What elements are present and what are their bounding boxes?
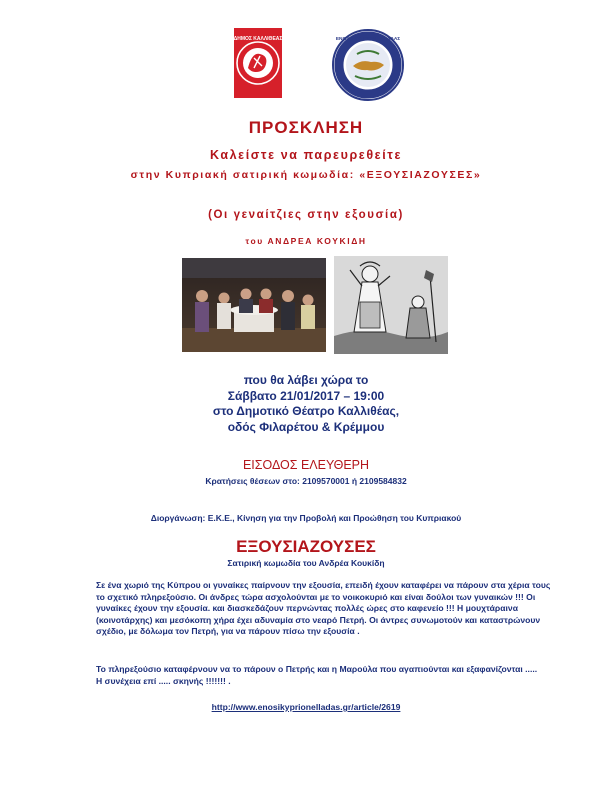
free-entry: ΕΙΣΟΔΟΣ ΕΛΕΥΘΕΡΗ	[242, 458, 370, 472]
municipality-logo-text: ΔΗΜΟΣ ΚΑΛΛΙΘΕΑΣ	[234, 36, 282, 42]
plot-teaser-line: Η συνέχεια επί ..... σκηνής !!!!!!! .	[96, 675, 231, 686]
comedy-line: στην Κυπριακή σατιρική κωμωδία: «ΕΞΟΥΣΙΑΖΟΥΣΕΣ»	[130, 169, 482, 181]
plot-ending-line: Το πληρεξούσιο καταφέρνουν να το πάρουν ο Πετρής και η Μαρούλα που αγαπιούνται και εξαφανίζονται .....	[96, 664, 538, 674]
venue-address: οδός Φιλαρέτου & Κρέμμου	[227, 420, 385, 434]
article-link[interactable]: http://www.enosikyprionelladas.gr/article/2619	[211, 702, 401, 712]
play-title: ΕΞΟΥΣΙΑΖΟΥΣΕΣ	[236, 537, 376, 556]
author-line: του ΑΝΔΡΕΑ ΚΟΥΚΙΔΗ	[245, 236, 367, 246]
venue-name: στο Δημοτικό Θέατρο Καλλιθέας,	[212, 404, 400, 418]
union-logo-text: ΕΝΩΣΗ ΚΥΠΡΙΩΝ ΕΛΛΑΔΑΣ	[335, 37, 401, 42]
invite-line: Καλείστε να παρευρεθείτε	[209, 148, 402, 162]
plot-paragraph: Σε ένα χωριό της Κύπρου οι γυναίκες παίρνουν την εξουσία, επειδή έχουν καταφέρει να πάρουν στα χέρια τους το σχετικό πληρεξούσιο. Οι άνδρες τώρα ασχολούνται με το νοικοκυριό και είναι δούλοι των γυναικών !!! Οι γυναίκες έχουν την εξουσία. και διασκεδάζουν περνώντας πολλές ώρες στο καφενείο !!! Η μουχτάραινα (κοινοτάρχης) και μεσόκοπη χήρα έχει αδυναμία στο νεαρό Πετρή. Οι άντρες συνωμοτούν και καταστρώνουν σχέδιο, με δόλωμα τον Πετρή, για να πάρουν πίσω την εξουσία .	[96, 580, 551, 636]
municipality-logo	[234, 28, 282, 98]
event-date-time: Σάββατο 21/01/2017 – 19:00	[227, 389, 385, 403]
caricature-sketch	[334, 256, 448, 354]
reservations-phones: Κρατήσεις θέσεων στο: 2109570001 ή 2109584832	[205, 476, 407, 486]
play-nickname-line: (Οι γεναίτζιες στην εξουσία)	[208, 209, 404, 221]
play-subtitle: Σατιρική κωμωδία του Ανδρέα Κουκίδη	[227, 558, 385, 568]
venue-intro: που θα λάβει χώρα το	[243, 373, 369, 387]
plot-ending-paragraph	[96, 664, 556, 687]
page-title: ΠΡΟΣΚΛΗΣΗ	[248, 118, 364, 137]
union-logo	[331, 28, 405, 102]
organizer-line: Διοργάνωση: Ε.Κ.Ε., Κίνηση για την Προβολή και Προώθηση του Κυπριακού	[150, 513, 462, 523]
stage-performance-photo	[182, 258, 326, 352]
